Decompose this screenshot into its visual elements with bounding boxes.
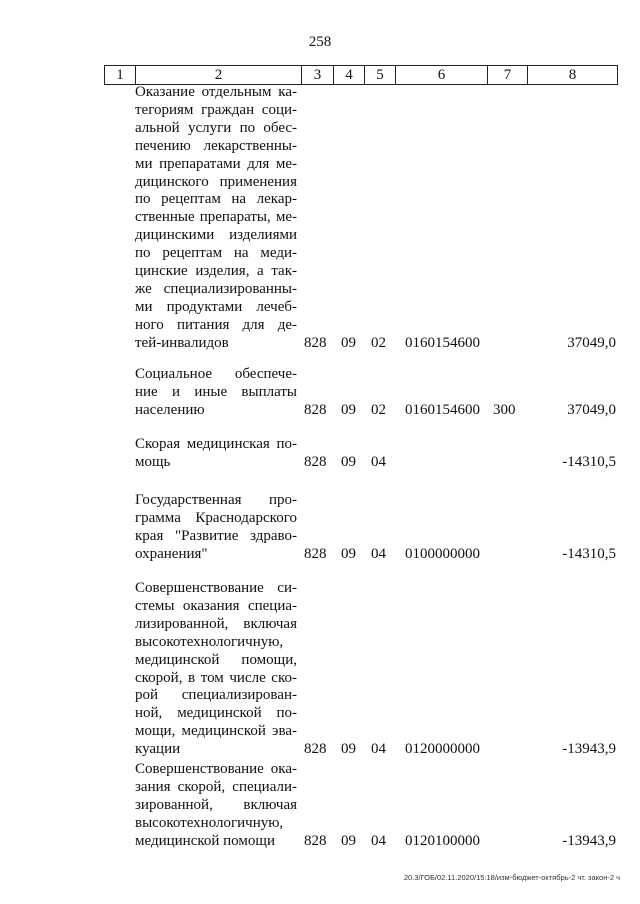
row-name — [135, 366, 297, 420]
row-cell-c4: 09 — [341, 453, 356, 470]
row-name-line: по рецептам на меди- — [135, 245, 297, 262]
row-cell-c5: 02 — [371, 401, 386, 418]
row-name-line: Государственная про- — [135, 492, 297, 508]
row-name-line: ми продуктами лечеб- — [135, 298, 297, 315]
row-name-line: грамма Краснодарского — [135, 509, 297, 526]
row-name-line: же специализированны- — [135, 280, 297, 297]
row-cell-c3: 828 — [304, 401, 327, 418]
header-col-4: 4 — [334, 66, 365, 85]
row-cell-c4: 09 — [341, 545, 356, 562]
footer-stamp: 20.3/ГОБ/02.11.2020/15:18/изм-бюджет-октябрь-2 чт. закон-2 ч — [403, 873, 620, 882]
row-cell-c5: 04 — [371, 545, 386, 562]
row-cell-c3: 828 — [304, 741, 327, 758]
row-name-line: ние и иные выплаты — [135, 383, 297, 400]
row-name-line: края "Развитие здраво- — [135, 527, 297, 544]
row-name-line: медицинской помощи — [135, 832, 275, 849]
header-col-2: 2 — [136, 66, 302, 85]
row-cell-c3: 828 — [304, 334, 327, 351]
header-col-6: 6 — [396, 66, 488, 85]
row-cell-c8: -13943,9 — [562, 832, 616, 849]
row-name-line: мощи, медицинской эва- — [135, 723, 297, 740]
row-name-line: населению — [135, 401, 205, 418]
row-cell-c6: 0100000000 — [405, 545, 480, 562]
row-name-line: мощь — [135, 453, 171, 470]
row-name — [135, 761, 297, 851]
row-cell-c7: 300 — [493, 401, 516, 418]
row-name-line: высокотехнологичную, — [135, 633, 284, 650]
row-name-line: Социальное обеспече- — [135, 366, 297, 382]
row-name-line: ного питания для де- — [135, 316, 297, 333]
row-cell-c6: 0160154600 — [405, 401, 480, 418]
row-cell-c5: 04 — [371, 741, 386, 758]
row-name-line: тей-инвалидов — [135, 334, 229, 351]
row-name-line: ной, медицинской по- — [135, 705, 297, 722]
row-name-line: по рецептам на лекар- — [135, 191, 297, 208]
row-name-line: зированной, включая — [135, 796, 297, 813]
row-cell-c8: -14310,5 — [562, 545, 616, 562]
header-col-5: 5 — [365, 66, 396, 85]
row-name-line: охранения" — [135, 545, 208, 562]
row-cell-c4: 09 — [341, 741, 356, 758]
row-cell-c8: 37049,0 — [567, 334, 616, 351]
column-header-table — [104, 65, 618, 85]
row-name-line: ми препаратами для ме- — [135, 155, 297, 172]
row-name-line: цинские изделия, а так- — [135, 263, 297, 280]
row-name-line: скорой, в том числе ско- — [135, 669, 297, 686]
row-name-line: куации — [135, 741, 181, 758]
row-name — [135, 436, 297, 472]
row-name-line: лизированной, включая — [135, 615, 297, 632]
row-name-line: медицинской помощи, — [135, 651, 297, 668]
row-cell-c4: 09 — [341, 334, 356, 351]
row-name-line: рой специализирован- — [135, 687, 297, 704]
row-cell-c3: 828 — [304, 832, 327, 849]
row-name-line: альной услуги по обес- — [135, 119, 297, 136]
row-name-line: дицинскими изделиями — [135, 227, 297, 244]
row-name-line: Совершенствование ока- — [135, 761, 297, 777]
row-cell-c5: 02 — [371, 334, 386, 351]
header-col-1: 1 — [105, 66, 136, 85]
row-cell-c4: 09 — [341, 832, 356, 849]
row-cell-c4: 09 — [341, 401, 356, 418]
row-name-line: Совершенствование си- — [135, 580, 297, 596]
row-cell-c3: 828 — [304, 545, 327, 562]
header-col-3: 3 — [302, 66, 334, 85]
header-col-7: 7 — [488, 66, 528, 85]
row-cell-c5: 04 — [371, 453, 386, 470]
row-name-line: зания скорой, специали- — [135, 778, 297, 795]
row-cell-c8: -13943,9 — [562, 741, 616, 758]
header-col-8: 8 — [528, 66, 618, 85]
row-cell-c8: 37049,0 — [567, 401, 616, 418]
row-name-line: Оказание отдельным ка- — [135, 84, 297, 100]
row-cell-c3: 828 — [304, 453, 327, 470]
row-name-line: Скорая медицинская по- — [135, 436, 297, 452]
row-cell-c6: 0160154600 — [405, 334, 480, 351]
row-name — [135, 580, 297, 759]
row-name-line: тегориям граждан соци- — [135, 101, 297, 118]
row-name-line: дицинского применения — [135, 173, 297, 190]
row-cell-c5: 04 — [371, 832, 386, 849]
row-name-line: ственные препараты, ме- — [135, 209, 297, 226]
row-name-line: высокотехнологичную, — [135, 814, 284, 831]
row-name — [135, 492, 297, 564]
row-cell-c8: -14310,5 — [562, 453, 616, 470]
row-cell-c6: 0120000000 — [405, 741, 480, 758]
page-number: 258 — [308, 34, 332, 50]
row-cell-c6: 0120100000 — [405, 832, 480, 849]
row-name-line: печению лекарственны- — [135, 137, 297, 154]
row-name-line: стемы оказания специа- — [135, 597, 297, 614]
row-name — [135, 84, 297, 353]
